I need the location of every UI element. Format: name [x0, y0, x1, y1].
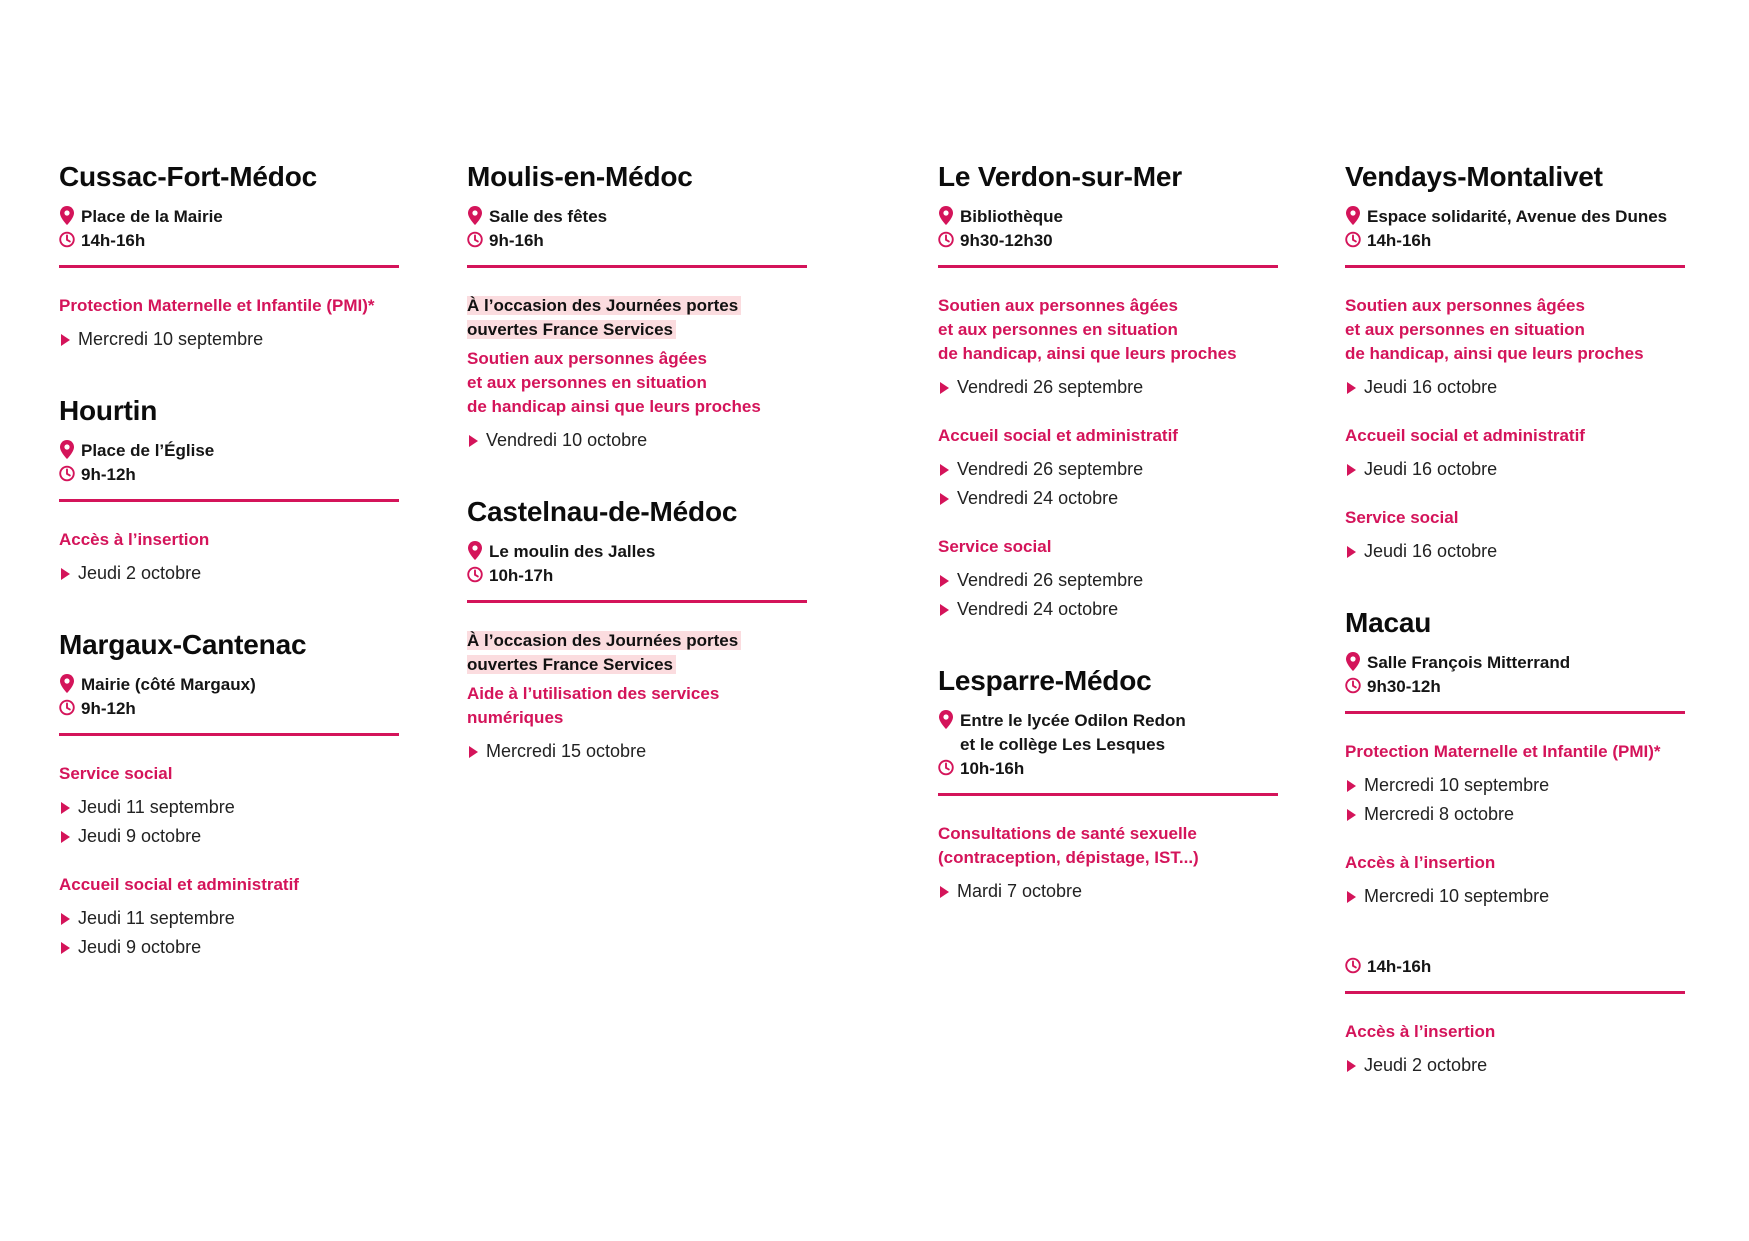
opening-hours-text: [960, 229, 1053, 253]
address-line: Le moulin des Jalles: [489, 542, 656, 561]
column-2: [467, 160, 812, 806]
address: [59, 439, 404, 463]
address-line: et le collège Les Lesques: [960, 735, 1166, 754]
date-text: Jeudi 16 octobre: [1364, 377, 1498, 397]
opening-hours: [59, 697, 404, 721]
opening-hours-text: [81, 697, 136, 721]
opening-hours: [1345, 675, 1690, 699]
date-item: [1345, 373, 1690, 402]
highlight-text: ouvertes France Services: [467, 655, 676, 674]
location-pin-icon: [938, 709, 954, 729]
service-block: [1345, 506, 1690, 566]
date-item: [59, 325, 404, 354]
service-title-line: Protection Maternelle et Infantile (PMI)*: [59, 296, 375, 315]
play-arrow-icon: [61, 831, 70, 843]
service-block: [938, 294, 1283, 402]
service-title-line: numériques: [467, 708, 564, 727]
location-section: [467, 160, 812, 455]
clock-icon: [59, 697, 75, 717]
service-title-line: Accès à l’insertion: [59, 530, 210, 549]
date-item: [59, 822, 404, 851]
play-arrow-icon: [940, 464, 949, 476]
address-text: [81, 205, 223, 229]
play-arrow-icon: [1347, 1060, 1356, 1072]
service-block: [467, 294, 812, 455]
play-arrow-icon: [1347, 382, 1356, 394]
date-item: [938, 373, 1283, 402]
date-item: [1345, 882, 1690, 911]
date-item: [938, 595, 1283, 624]
play-arrow-icon: [1347, 464, 1356, 476]
divider: [467, 265, 807, 268]
divider: [1345, 991, 1685, 994]
play-arrow-icon: [469, 435, 478, 447]
date-item: [1345, 771, 1690, 800]
address-line: Mairie (côté Margaux): [81, 675, 256, 694]
opening-hours-line: 9h-16h: [489, 231, 544, 250]
date-item: [1345, 537, 1690, 566]
clock-icon: [467, 564, 483, 584]
date-text: Mercredi 10 septembre: [1364, 886, 1550, 906]
service-title: [1345, 1020, 1690, 1044]
date-item: [59, 793, 404, 822]
city-title: Moulis-en-Médoc: [467, 161, 693, 192]
address-line: Salle des fêtes: [489, 207, 608, 226]
service-title: [938, 822, 1283, 870]
divider: [467, 600, 807, 603]
date-text: Mardi 7 octobre: [957, 881, 1083, 901]
address-line: Place de la Mairie: [81, 207, 223, 226]
address-line: Entre le lycée Odilon Redon: [960, 711, 1186, 730]
date-text: Vendredi 24 octobre: [957, 488, 1119, 508]
date-text: Jeudi 16 octobre: [1364, 541, 1498, 561]
location-pin-icon: [1345, 205, 1361, 225]
location-section: [938, 160, 1283, 624]
service-title-line: de handicap ainsi que leurs proches: [467, 397, 761, 416]
play-arrow-icon: [61, 913, 70, 925]
service-title-line: et aux personnes en situation: [467, 373, 707, 392]
service-title-line: Protection Maternelle et Infantile (PMI)*: [1345, 742, 1661, 761]
date-text: Vendredi 26 septembre: [957, 570, 1144, 590]
opening-hours: [938, 229, 1283, 253]
address-text: [81, 673, 256, 697]
date-text: Mercredi 15 octobre: [486, 741, 647, 761]
service-block: [938, 822, 1283, 906]
service-title-line: de handicap, ainsi que leurs proches: [1345, 344, 1644, 363]
clock-icon: [1345, 229, 1361, 249]
service-title-line: Accès à l’insertion: [1345, 853, 1496, 872]
service-title-line: et aux personnes en situation: [1345, 320, 1585, 339]
play-arrow-icon: [940, 575, 949, 587]
clock-icon: [938, 229, 954, 249]
service-block: [1345, 294, 1690, 402]
play-arrow-icon: [61, 942, 70, 954]
opening-hours-text: [1367, 229, 1431, 253]
clock-icon: [59, 463, 75, 483]
opening-hours: [1345, 955, 1690, 979]
service-title: [1345, 506, 1690, 530]
play-arrow-icon: [940, 886, 949, 898]
opening-hours-text: [81, 229, 145, 253]
city-title: Margaux-Cantenac: [59, 629, 307, 660]
service-title: [467, 347, 812, 419]
opening-hours-text: [81, 463, 136, 487]
service-title: [467, 682, 812, 730]
service-title-line: Accueil social et administratif: [938, 426, 1178, 445]
highlight-line: [467, 318, 812, 342]
address-text: [960, 709, 1186, 757]
play-arrow-icon: [1347, 780, 1356, 792]
date-text: Vendredi 26 septembre: [957, 377, 1144, 397]
address-text: [489, 540, 655, 564]
highlight-line: [467, 653, 812, 677]
opening-hours-line: 9h-12h: [81, 465, 136, 484]
opening-hours: [467, 229, 812, 253]
service-block: [59, 873, 404, 962]
opening-hours: [59, 463, 404, 487]
city-title: Vendays-Montalivet: [1345, 161, 1603, 192]
date-text: Jeudi 9 octobre: [78, 826, 202, 846]
date-text: Jeudi 11 septembre: [78, 797, 235, 817]
service-title: [1345, 424, 1690, 448]
date-item: [59, 904, 404, 933]
highlight-line: [467, 294, 812, 318]
opening-hours: [467, 564, 812, 588]
date-text: Vendredi 10 octobre: [486, 430, 648, 450]
service-block: [1345, 740, 1690, 829]
divider: [59, 499, 399, 502]
extra-time-slot: [1345, 955, 1690, 1080]
location-pin-icon: [59, 439, 75, 459]
service-title-line: Service social: [938, 537, 1052, 556]
date-text: Mercredi 10 septembre: [78, 329, 264, 349]
location-section: [59, 160, 404, 354]
opening-hours-text: [489, 564, 553, 588]
opening-hours: [1345, 229, 1690, 253]
play-arrow-icon: [1347, 546, 1356, 558]
service-block: [59, 762, 404, 851]
service-title-line: Consultations de santé sexuelle: [938, 824, 1197, 843]
play-arrow-icon: [940, 493, 949, 505]
service-title: [1345, 851, 1690, 875]
service-title: [938, 535, 1283, 559]
address-text: [960, 205, 1063, 229]
date-item: [59, 559, 404, 588]
service-title: [938, 294, 1283, 366]
service-title-line: et aux personnes en situation: [938, 320, 1178, 339]
service-title-line: Soutien aux personnes âgées: [467, 349, 707, 368]
city-title: Hourtin: [59, 395, 158, 426]
date-item: [938, 566, 1283, 595]
location-pin-icon: [467, 540, 483, 560]
date-text: Mercredi 10 septembre: [1364, 775, 1550, 795]
city-title: Castelnau-de-Médoc: [467, 496, 738, 527]
service-block: [467, 629, 812, 766]
date-item: [59, 933, 404, 962]
date-item: [938, 484, 1283, 513]
clock-icon: [1345, 675, 1361, 695]
date-item: [1345, 800, 1690, 829]
service-title-line: Aide à l’utilisation des services: [467, 684, 720, 703]
city-title: Macau: [1345, 607, 1432, 638]
service-block: [1345, 1020, 1690, 1080]
address-text: [489, 205, 607, 229]
service-title: [59, 528, 404, 552]
service-title: [59, 873, 404, 897]
service-block: [938, 535, 1283, 624]
divider: [938, 793, 1278, 796]
address: [1345, 651, 1690, 675]
opening-hours-text: [489, 229, 544, 253]
address-line: Place de l’Église: [81, 441, 215, 460]
address: [59, 673, 404, 697]
date-item: [1345, 455, 1690, 484]
date-text: Vendredi 24 octobre: [957, 599, 1119, 619]
date-text: Jeudi 9 octobre: [78, 937, 202, 957]
play-arrow-icon: [61, 802, 70, 814]
service-title: [59, 294, 404, 318]
opening-hours-text: [1367, 675, 1441, 699]
service-title-line: Service social: [59, 764, 173, 783]
service-block: [938, 424, 1283, 513]
column-1: [59, 160, 404, 1002]
service-title-line: Accès à l’insertion: [1345, 1022, 1496, 1041]
city-title: Lesparre-Médoc: [938, 665, 1152, 696]
service-block: [1345, 424, 1690, 484]
date-text: Jeudi 2 octobre: [78, 563, 202, 583]
address: [938, 205, 1283, 229]
address-line: Bibliothèque: [960, 207, 1063, 226]
service-block: [59, 528, 404, 588]
opening-hours-line: 14h-16h: [1367, 231, 1432, 250]
location-pin-icon: [467, 205, 483, 225]
highlight-text: À l’occasion des Journées portes: [467, 296, 741, 315]
location-section: [59, 394, 404, 588]
clock-icon: [938, 757, 954, 777]
service-title: [1345, 740, 1690, 764]
date-item: [467, 426, 812, 455]
service-title-line: (contraception, dépistage, IST...): [938, 848, 1199, 867]
service-block: [59, 294, 404, 354]
address: [938, 709, 1283, 757]
divider: [1345, 265, 1685, 268]
play-arrow-icon: [940, 382, 949, 394]
play-arrow-icon: [61, 568, 70, 580]
column-4: [1345, 160, 1690, 1120]
address: [1345, 205, 1690, 229]
address: [467, 205, 812, 229]
service-title: [938, 424, 1283, 448]
location-pin-icon: [1345, 651, 1361, 671]
address-line: Espace solidarité, Avenue des Dunes: [1367, 207, 1668, 226]
opening-hours-line: 9h-12h: [81, 699, 136, 718]
service-title-line: Accueil social et administratif: [1345, 426, 1585, 445]
opening-hours-text: [1367, 955, 1431, 979]
clock-icon: [59, 229, 75, 249]
open-days-highlight: [467, 294, 812, 342]
date-item: [938, 455, 1283, 484]
column-3: [938, 160, 1283, 946]
city-title: Cussac-Fort-Médoc: [59, 161, 317, 192]
service-title: [1345, 294, 1690, 366]
service-title-line: Soutien aux personnes âgées: [1345, 296, 1585, 315]
location-section: [59, 628, 404, 962]
location-pin-icon: [59, 673, 75, 693]
address-text: [1367, 651, 1570, 675]
location-section: [1345, 606, 1690, 1080]
divider: [938, 265, 1278, 268]
location-section: [467, 495, 812, 766]
date-item: [1345, 1051, 1690, 1080]
service-title-line: Soutien aux personnes âgées: [938, 296, 1178, 315]
divider: [59, 733, 399, 736]
divider: [59, 265, 399, 268]
opening-hours-line: 10h-16h: [960, 759, 1025, 778]
location-pin-icon: [938, 205, 954, 225]
address-text: [81, 439, 214, 463]
opening-hours-text: [960, 757, 1024, 781]
location-section: [938, 664, 1283, 906]
date-text: Vendredi 26 septembre: [957, 459, 1144, 479]
date-text: Jeudi 16 octobre: [1364, 459, 1498, 479]
address-text: [1367, 205, 1667, 229]
date-text: Jeudi 11 septembre: [78, 908, 235, 928]
highlight-text: ouvertes France Services: [467, 320, 676, 339]
address: [467, 540, 812, 564]
service-title-line: de handicap, ainsi que leurs proches: [938, 344, 1237, 363]
play-arrow-icon: [1347, 809, 1356, 821]
play-arrow-icon: [1347, 891, 1356, 903]
address: [59, 205, 404, 229]
service-block: [1345, 851, 1690, 911]
open-days-highlight: [467, 629, 812, 677]
service-title-line: Service social: [1345, 508, 1459, 527]
opening-hours-line: 14h-16h: [81, 231, 146, 250]
date-item: [467, 737, 812, 766]
play-arrow-icon: [61, 334, 70, 346]
service-title: [59, 762, 404, 786]
clock-icon: [1345, 955, 1361, 975]
highlight-line: [467, 629, 812, 653]
date-text: Mercredi 8 octobre: [1364, 804, 1515, 824]
opening-hours-line: 14h-16h: [1367, 957, 1432, 976]
location-pin-icon: [59, 205, 75, 225]
location-section: [1345, 160, 1690, 566]
opening-hours: [59, 229, 404, 253]
date-text: Jeudi 2 octobre: [1364, 1055, 1488, 1075]
play-arrow-icon: [940, 604, 949, 616]
opening-hours-line: 10h-17h: [489, 566, 554, 585]
opening-hours: [938, 757, 1283, 781]
address-line: Salle François Mitterrand: [1367, 653, 1571, 672]
opening-hours-line: 9h30-12h30: [960, 231, 1053, 250]
play-arrow-icon: [469, 746, 478, 758]
date-item: [938, 877, 1283, 906]
opening-hours-line: 9h30-12h: [1367, 677, 1441, 696]
service-title-line: Accueil social et administratif: [59, 875, 299, 894]
highlight-text: À l’occasion des Journées portes: [467, 631, 741, 650]
clock-icon: [467, 229, 483, 249]
city-title: Le Verdon-sur-Mer: [938, 161, 1182, 192]
divider: [1345, 711, 1685, 714]
